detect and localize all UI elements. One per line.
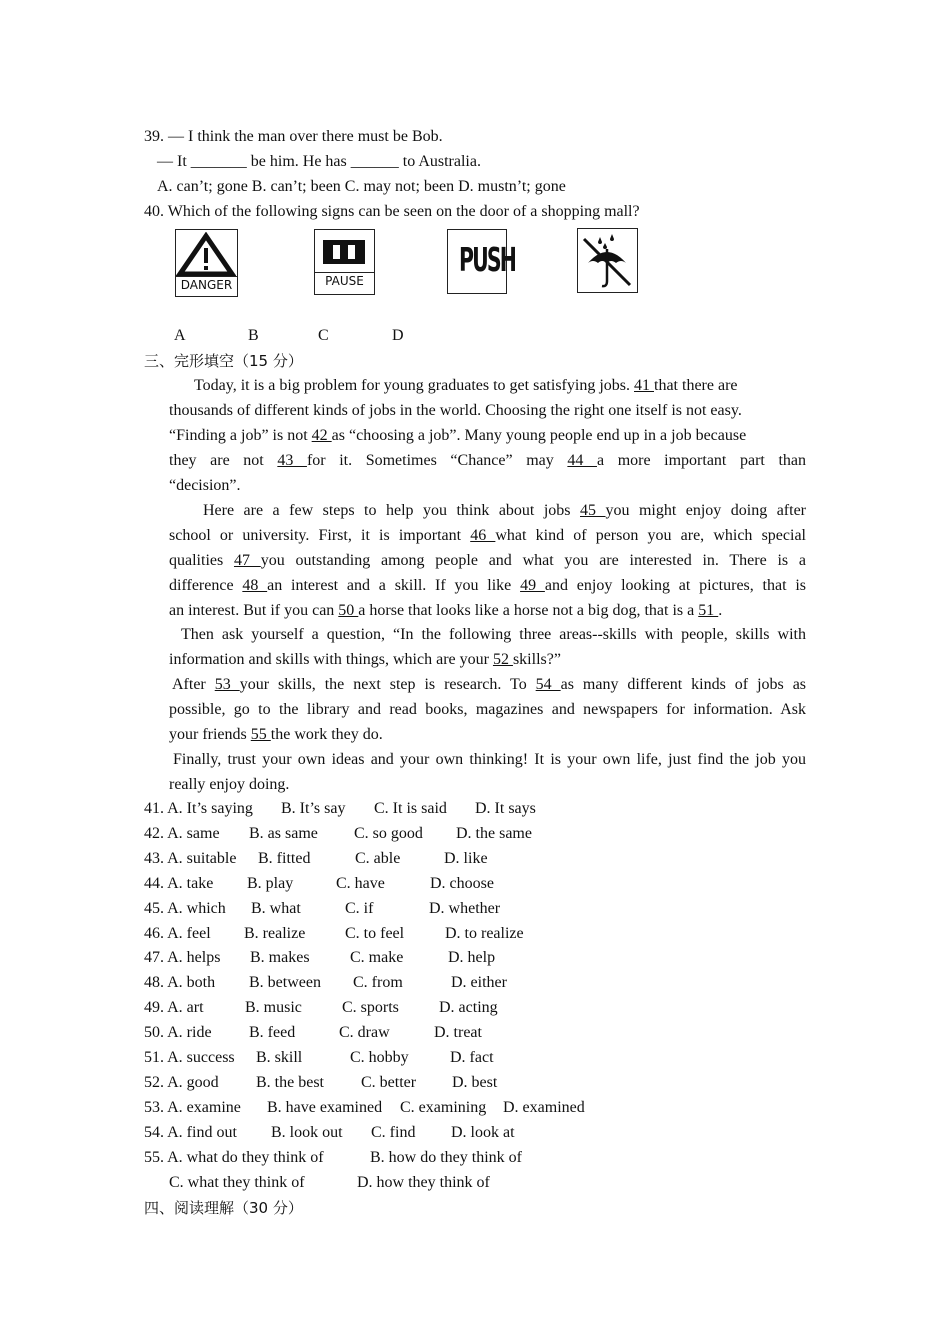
option-48-a: 48. A. both [144, 974, 216, 992]
option-45-b: B. what [251, 899, 301, 917]
blank-55: 55 [250, 726, 271, 743]
option-51-c: C. hobby [350, 1049, 409, 1066]
option-44-c: C. have [336, 874, 385, 892]
q39-line1: 39. — I think the man over there must be Bob. [144, 128, 443, 145]
option-47-b: B. makes [250, 949, 310, 967]
option-43-d: D. like [444, 849, 488, 867]
option-50-d: D. treat [434, 1024, 482, 1042]
blank-54: 54 [535, 676, 561, 693]
section3-heading: 三、完形填空（15 分） [144, 352, 303, 370]
option-46-d: D. to realize [445, 924, 524, 942]
option-51-b: B. skill [256, 1049, 303, 1066]
option-42-c: C. so good [354, 824, 423, 842]
passage-line: an interest. But if you can 50 a horse that looks like a horse not a big dog, that is a 51 . [169, 602, 723, 619]
option-42-a: 42. A. same [144, 824, 220, 842]
passage-line: difference 48 an interest and a skill. If you like 49 and enjoy looking at pictures, that is [169, 577, 807, 594]
option-49-d: D. acting [439, 999, 498, 1017]
q40-question: 40. Which of the following signs can be seen on the door of a shopping mall? [144, 203, 640, 220]
option-41-b: B. It’s say [281, 800, 346, 817]
blank-52: 52 [492, 651, 513, 668]
pause-sign [314, 229, 375, 295]
blank-51: 51 [698, 602, 719, 619]
option-44-a: 44. A. take [144, 874, 214, 892]
option-46-a: 46. A. feel [144, 924, 211, 942]
passage-line: “Finding a job” is not 42 as “choosing a job”. Many young people end up in a job because [169, 427, 747, 444]
warning-triangle-icon [176, 232, 236, 278]
option-54-d: D. look at [451, 1123, 515, 1141]
option-55-d: D. how they think of [357, 1174, 490, 1191]
option-50-a: 50. A. ride [144, 1024, 212, 1042]
blank-42: 42 [311, 427, 332, 444]
sign-label-b: B [248, 327, 259, 344]
blank-48: 48 [242, 577, 268, 594]
option-55-a: 55. A. what do they think of [144, 1149, 324, 1166]
push-sign-text: PUSH [459, 240, 516, 279]
option-51-d: D. fact [450, 1049, 494, 1066]
passage-line: qualities 47 you outstanding among people and what you are interested in. There is a [169, 552, 807, 569]
passage-line: Here are a few steps to help you think about jobs 45 you might enjoy doing after [203, 502, 807, 519]
option-53-a: 53. A. examine [144, 1098, 241, 1116]
option-47-d: D. help [448, 949, 496, 967]
blank-44: 44 [567, 452, 597, 469]
passage-line: school or university. First, it is important 46 what kind of person you are, which special [169, 527, 807, 544]
option-43-c: C. able [355, 849, 401, 867]
section4-heading: 四、阅读理解（30 分） [144, 1199, 303, 1217]
option-41-c: C. It is said [374, 800, 447, 817]
option-44-d: D. choose [430, 874, 494, 892]
blank-47: 47 [233, 552, 261, 569]
option-45-c: C. if [345, 899, 374, 917]
passage-line: your friends 55 the work they do. [169, 726, 383, 743]
option-48-b: B. between [249, 974, 321, 992]
option-53-b: B. have examined [267, 1098, 383, 1116]
sign-label-d: D [392, 327, 404, 344]
q39-options: A. can’t; gone B. can’t; been C. may not; been D. mustn’t; gone [157, 178, 566, 195]
passage-line: Finally, trust your own ideas and your own thinking! It is your own life, just find the job you [173, 751, 806, 768]
blank-50: 50 [338, 602, 359, 619]
passage-line: Today, it is a big problem for young graduates to get satisfying jobs. 41 that there are [194, 377, 738, 394]
blank-53: 53 [214, 676, 240, 693]
option-52-a: 52. A. good [144, 1073, 219, 1091]
option-47-a: 47. A. helps [144, 949, 221, 967]
option-53-c: C. examining [400, 1098, 487, 1116]
option-52-b: B. the best [256, 1073, 324, 1091]
no-umbrella-sign [577, 228, 638, 293]
option-54-c: C. find [371, 1123, 416, 1141]
passage-line: Then ask yourself a question, “In the following three areas--skills with people, skills with [181, 626, 806, 643]
option-46-c: C. to feel [345, 924, 405, 942]
blank-49: 49 [520, 577, 545, 594]
option-51-a: 51. A. success [144, 1049, 235, 1066]
option-52-d: D. best [452, 1073, 498, 1091]
option-43-b: B. fitted [258, 849, 311, 867]
passage-line: thousands of different kinds of jobs in the world. Choosing the right one itself is not easy. [169, 402, 742, 419]
option-45-a: 45. A. which [144, 899, 226, 917]
sign-label-c: C [318, 327, 329, 344]
danger-sign [175, 229, 238, 297]
blank-45: 45 [580, 502, 606, 519]
option-48-d: D. either [451, 974, 507, 992]
option-41-d: D. It says [475, 800, 536, 817]
option-54-b: B. look out [271, 1123, 343, 1141]
option-46-b: B. realize [244, 924, 306, 942]
option-49-a: 49. A. art [144, 999, 204, 1017]
pause-icon [315, 230, 373, 272]
blank-46: 46 [470, 527, 496, 544]
passage-line: “decision”. [169, 477, 241, 494]
option-55-c: C. what they think of [169, 1174, 305, 1191]
umbrella-icon [578, 229, 636, 291]
option-48-c: C. from [353, 974, 403, 992]
option-43-a: 43. A. suitable [144, 849, 237, 867]
passage-line: information and skills with things, which are your 52 skills?” [169, 651, 561, 668]
option-49-b: B. music [245, 999, 302, 1017]
option-42-d: D. the same [456, 824, 532, 842]
blank-43: 43 [277, 452, 307, 469]
option-45-d: D. whether [429, 899, 501, 917]
passage-line: possible, go to the library and read books, magazines and newspapers for information. Ask [169, 701, 806, 718]
pause-sign-text: PAUSE [325, 274, 364, 288]
passage-line: After 53 your skills, the next step is research. To 54 as many different kinds of jobs as [172, 676, 807, 693]
blank-41: 41 [634, 377, 654, 394]
option-50-b: B. feed [249, 1024, 296, 1042]
option-44-b: B. play [247, 874, 294, 892]
option-53-d: D. examined [503, 1098, 585, 1116]
option-52-c: C. better [361, 1073, 417, 1091]
option-41-a: 41. A. It’s saying [144, 800, 253, 817]
passage-line: they are not 43 for it. Sometimes “Chance” may 44 a more important part than [169, 452, 807, 469]
option-42-b: B. as same [249, 824, 318, 842]
q39-line2: — It _______ be him. He has ______ to Australia. [157, 153, 481, 170]
option-50-c: C. draw [339, 1024, 390, 1042]
option-47-c: C. make [350, 949, 404, 967]
sign-label-a: A [174, 327, 186, 344]
danger-sign-text: DANGER [180, 278, 233, 292]
option-49-c: C. sports [342, 999, 399, 1017]
option-55-b: B. how do they think of [370, 1149, 522, 1166]
option-54-a: 54. A. find out [144, 1123, 237, 1141]
push-sign [447, 229, 516, 294]
passage-line: really enjoy doing. [169, 776, 290, 793]
